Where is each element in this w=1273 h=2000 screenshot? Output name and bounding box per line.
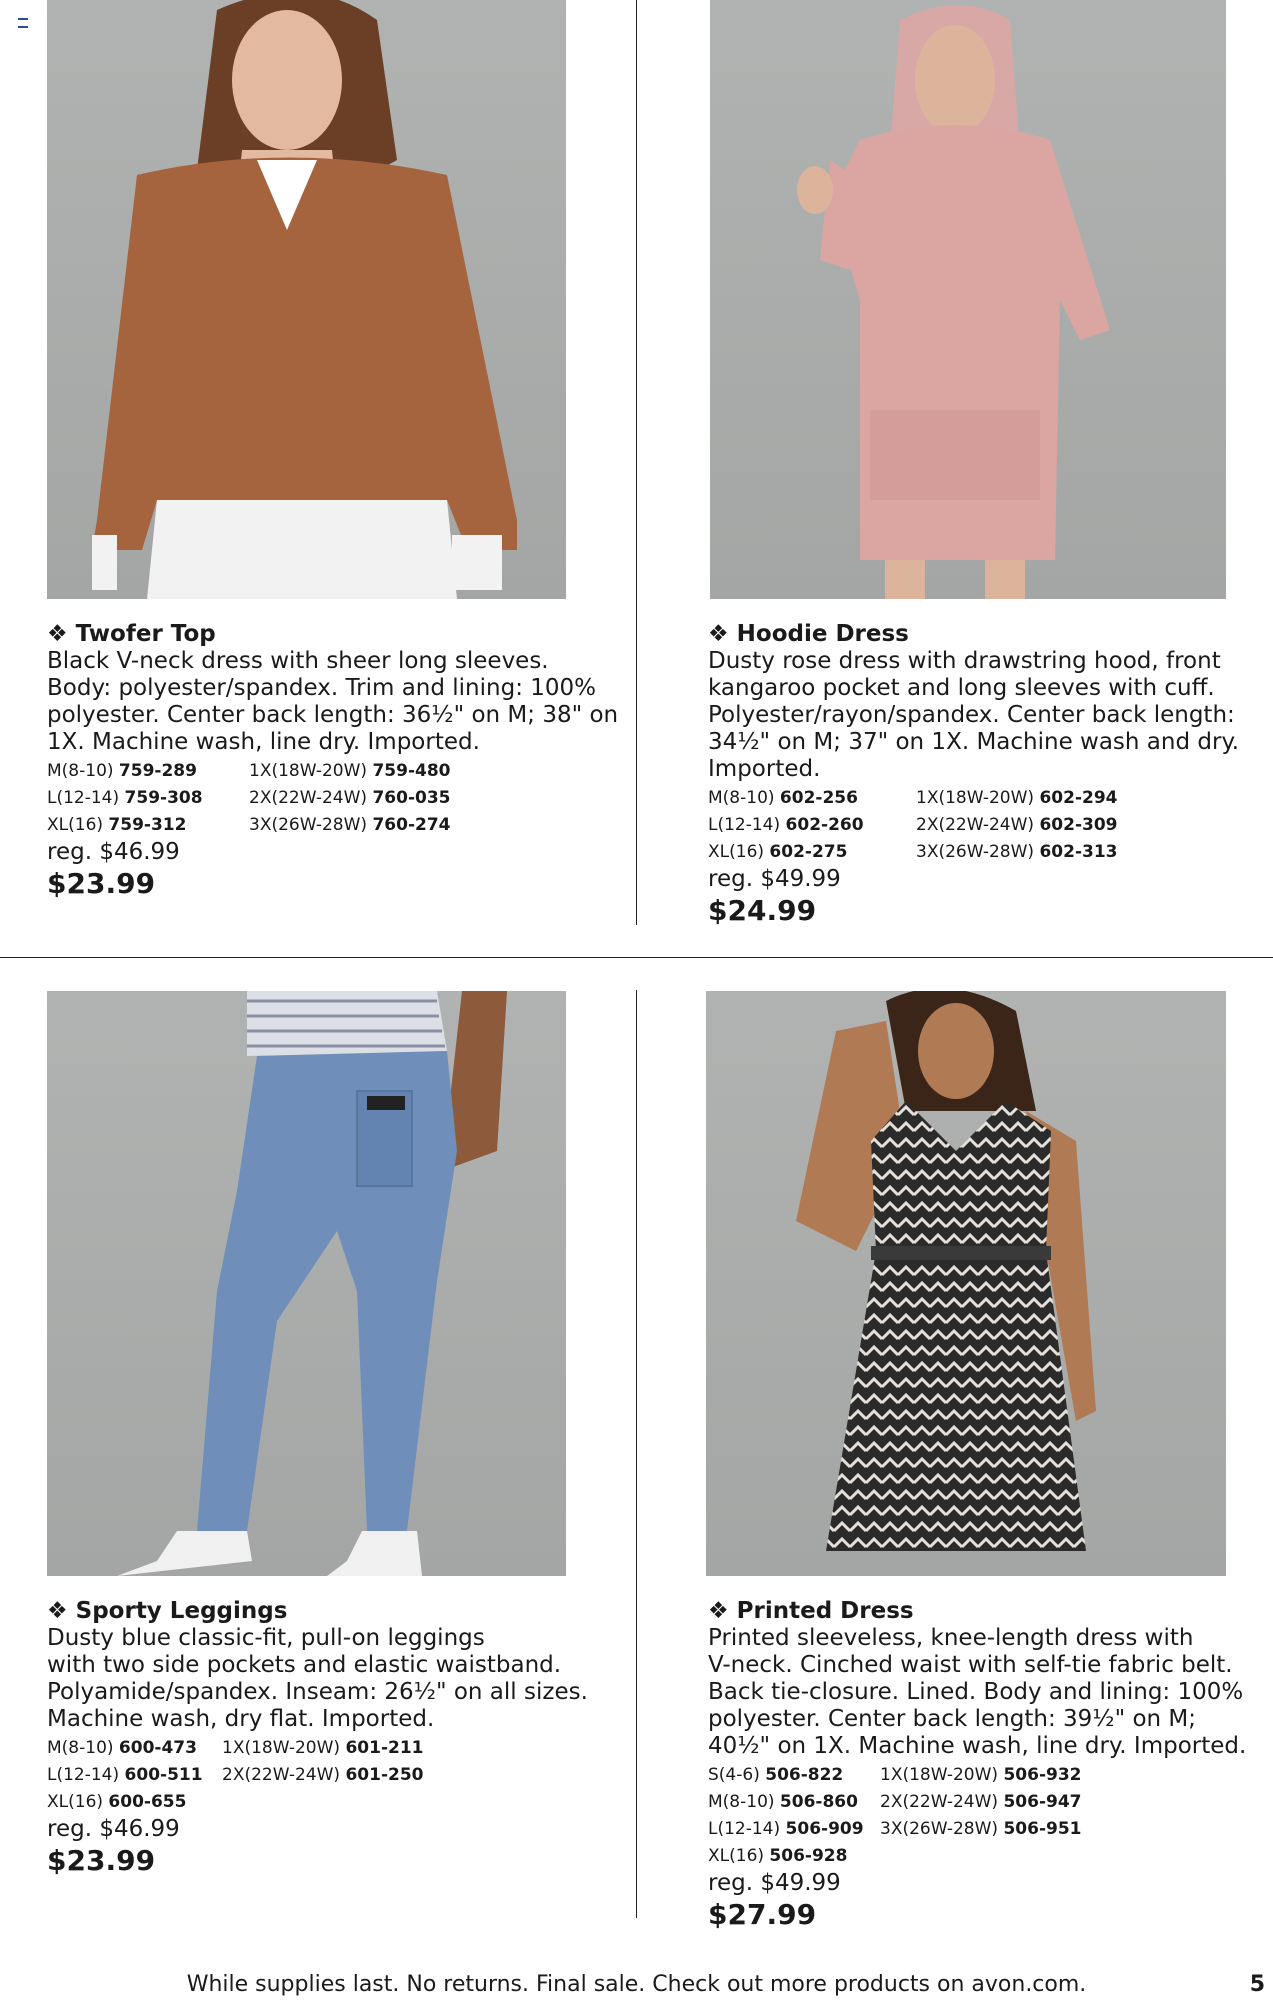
product-description-line: Body: polyester/spandex. Trim and lining: 100% (47, 675, 597, 701)
column-divider-bottom (636, 990, 637, 1918)
sale-price: $27.99 (708, 1898, 817, 1931)
product-photo-hoodie-dress[interactable] (710, 0, 1226, 599)
product-sporty-leggings (47, 1597, 607, 1879)
regular-price: reg. $46.99 (47, 839, 180, 865)
size-entry: M(8-10) 506-860 (708, 1792, 858, 1812)
product-description-line: kangaroo pocket and long sleeves with cuff. (708, 675, 1215, 701)
size-entry: L(12-14) 600-511 (47, 1765, 203, 1785)
size-entry: XL(16) 602-275 (708, 842, 848, 862)
row-divider (0, 957, 1273, 958)
size-entry: L(12-14) 602-260 (708, 815, 864, 835)
size-entry: XL(16) 759-312 (47, 815, 187, 835)
size-entry: XL(16) 506-928 (708, 1846, 848, 1866)
product-description-line: Black V-neck dress with sheer long sleeves. (47, 648, 549, 674)
size-entry: 1X(18W-20W) 602-294 (916, 788, 1118, 808)
size-table (47, 1735, 607, 1816)
product-title: ❖ Sporty Leggings (47, 1598, 288, 1624)
regular-price: reg. $49.99 (708, 1870, 841, 1896)
size-entry: 1X(18W-20W) 506-932 (880, 1765, 1082, 1785)
size-entry: L(12-14) 506-909 (708, 1819, 864, 1839)
product-title: ❖ Hoodie Dress (708, 621, 909, 647)
product-printed-dress (708, 1597, 1268, 1933)
sale-price: $23.99 (47, 1844, 156, 1877)
size-entry: 3X(26W-28W) 760-274 (249, 815, 451, 835)
woman-in-pink-hoodie-dress-photo-icon (710, 0, 1226, 599)
sale-price: $23.99 (47, 867, 156, 900)
product-twofer-top (47, 620, 619, 902)
size-entry: 2X(22W-24W) 760-035 (249, 788, 451, 808)
size-entry: 3X(26W-28W) 602-313 (916, 842, 1118, 862)
size-entry: M(8-10) 602-256 (708, 788, 858, 808)
product-description-line: Dusty blue classic-fit, pull-on leggings (47, 1625, 485, 1651)
column-divider-top (636, 0, 637, 925)
woman-in-printed-sleeveless-dress-photo-icon (706, 991, 1226, 1576)
size-entry: L(12-14) 759-308 (47, 788, 203, 808)
product-hoodie-dress (708, 620, 1268, 929)
regular-price: reg. $46.99 (47, 1816, 180, 1842)
size-entry: 1X(18W-20W) 759-480 (249, 761, 451, 781)
size-entry: XL(16) 600-655 (47, 1792, 187, 1812)
product-description-line: Back tie-closure. Lined. Body and lining: 100% (708, 1679, 1244, 1705)
product-photo-sporty-leggings[interactable] (47, 991, 566, 1576)
footer-note: While supplies last. No returns. Final sale. Check out more products on avon.com. (186, 1972, 1087, 1997)
size-entry: 2X(22W-24W) 506-947 (880, 1792, 1082, 1812)
size-table (708, 1762, 1268, 1870)
product-description-line: 1X. Machine wash, line dry. Imported. (47, 729, 480, 755)
product-description-line: V-neck. Cinched waist with self-tie fabric belt. (708, 1652, 1233, 1678)
size-entry: S(4-6) 506-822 (708, 1765, 844, 1785)
product-photo-twofer-top[interactable] (47, 0, 566, 599)
page-number: 5 (1249, 1972, 1265, 1997)
size-entry: 1X(18W-20W) 601-211 (222, 1738, 424, 1758)
size-table (47, 758, 607, 839)
product-description-line: Polyamide/spandex. Inseam: 26½" on all sizes. (47, 1679, 588, 1705)
product-description-line: polyester. Center back length: 36½" on M; 38" on (47, 702, 619, 728)
size-entry: M(8-10) 759-289 (47, 761, 197, 781)
regular-price: reg. $49.99 (708, 866, 841, 892)
corner-mark-icon (18, 18, 28, 28)
size-entry: 2X(22W-24W) 602-309 (916, 815, 1118, 835)
product-title: ❖ Twofer Top (47, 621, 216, 647)
product-photo-printed-dress[interactable] (706, 991, 1226, 1576)
size-entry: 2X(22W-24W) 601-250 (222, 1765, 424, 1785)
product-description-line: Printed sleeveless, knee-length dress with (708, 1625, 1194, 1651)
size-entry: M(8-10) 600-473 (47, 1738, 197, 1758)
product-description-line: Machine wash, dry flat. Imported. (47, 1706, 435, 1732)
size-table (708, 785, 1268, 866)
product-description-line: Polyester/rayon/spandex. Center back length: (708, 702, 1235, 728)
size-entry: 3X(26W-28W) 506-951 (880, 1819, 1082, 1839)
sale-price: $24.99 (708, 894, 817, 927)
product-description-line: polyester. Center back length: 39½" on M; (708, 1706, 1197, 1732)
product-description-line: Dusty rose dress with drawstring hood, front (708, 648, 1221, 674)
product-description-line: 34½" on M; 37" on 1X. Machine wash and dry. (708, 729, 1240, 755)
product-description-line: with two side pockets and elastic waistband. (47, 1652, 562, 1678)
product-description-line: Imported. (708, 756, 821, 782)
product-description-line: 40½" on 1X. Machine wash, line dry. Imported. (708, 1733, 1247, 1759)
blue-leggings-photo-icon (47, 991, 566, 1576)
product-title: ❖ Printed Dress (708, 1598, 914, 1624)
woman-in-rust-v-neck-top-photo-icon (47, 0, 566, 599)
